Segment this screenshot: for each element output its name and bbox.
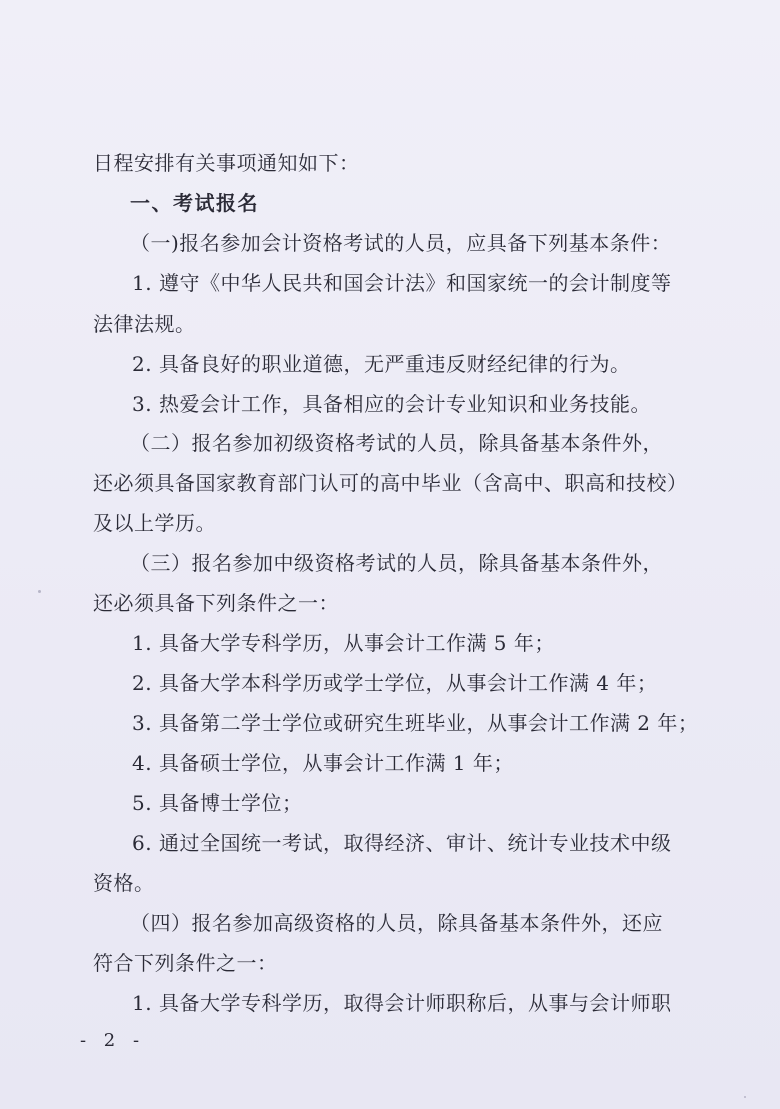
- text-line-clause-1: （一)报名参加会计资格考试的人员，应具备下列基本条件：: [130, 231, 672, 255]
- text-line-clause-3b: 还必须具备下列条件之一：: [93, 591, 339, 615]
- text-line-clause-4-item-1: 1. 具备大学专科学历，取得会计师职称后，从事与会计师职: [132, 991, 672, 1015]
- page-number: - 2 -: [80, 1030, 146, 1051]
- text-line-condition-3: 3. 热爱会计工作，具备相应的会计专业知识和业务技能。: [132, 392, 651, 416]
- text-line-condition-1a: 1. 遵守《中华人民共和国会计法》和国家统一的会计制度等: [132, 271, 672, 295]
- text-line-clause-2c: 及以上学历。: [93, 511, 216, 535]
- text-line-condition-2: 2. 具备良好的职业道德，无严重违反财经纪律的行为。: [132, 352, 631, 376]
- scan-speck: [744, 1096, 746, 1098]
- section-heading-exam-registration: 一、考试报名: [130, 191, 259, 215]
- text-line-clause-3a: （三）报名参加中级资格考试的人员，除具备基本条件外，: [130, 551, 663, 575]
- text-line-item-5: 5. 具备博士学位；: [132, 791, 303, 815]
- text-line-intro: 日程安排有关事项通知如下：: [93, 151, 360, 175]
- text-line-condition-1b: 法律法规。: [93, 312, 196, 336]
- text-line-item-3: 3. 具备第二学士学位或研究生班毕业，从事会计工作满 2 年；: [132, 711, 699, 735]
- text-line-item-2: 2. 具备大学本科学历或学士学位，从事会计工作满 4 年；: [132, 671, 658, 695]
- text-line-clause-2a: （二）报名参加初级资格考试的人员，除具备基本条件外，: [130, 431, 663, 455]
- text-line-item-1: 1. 具备大学专科学历，从事会计工作满 5 年；: [132, 631, 555, 655]
- text-line-item-4: 4. 具备硕士学位，从事会计工作满 1 年；: [132, 751, 514, 775]
- text-line-item-6a: 6. 通过全国统一考试，取得经济、审计、统计专业技术中级: [132, 831, 672, 855]
- scan-speck: [38, 590, 41, 593]
- text-line-clause-4b: 符合下列条件之一：: [93, 951, 278, 975]
- text-line-clause-2b: 还必须具备国家教育部门认可的高中毕业（含高中、职高和技校）: [93, 471, 688, 495]
- text-line-item-6b: 资格。: [93, 871, 155, 895]
- text-line-clause-4a: （四）报名参加高级资格的人员，除具备基本条件外，还应: [130, 911, 663, 935]
